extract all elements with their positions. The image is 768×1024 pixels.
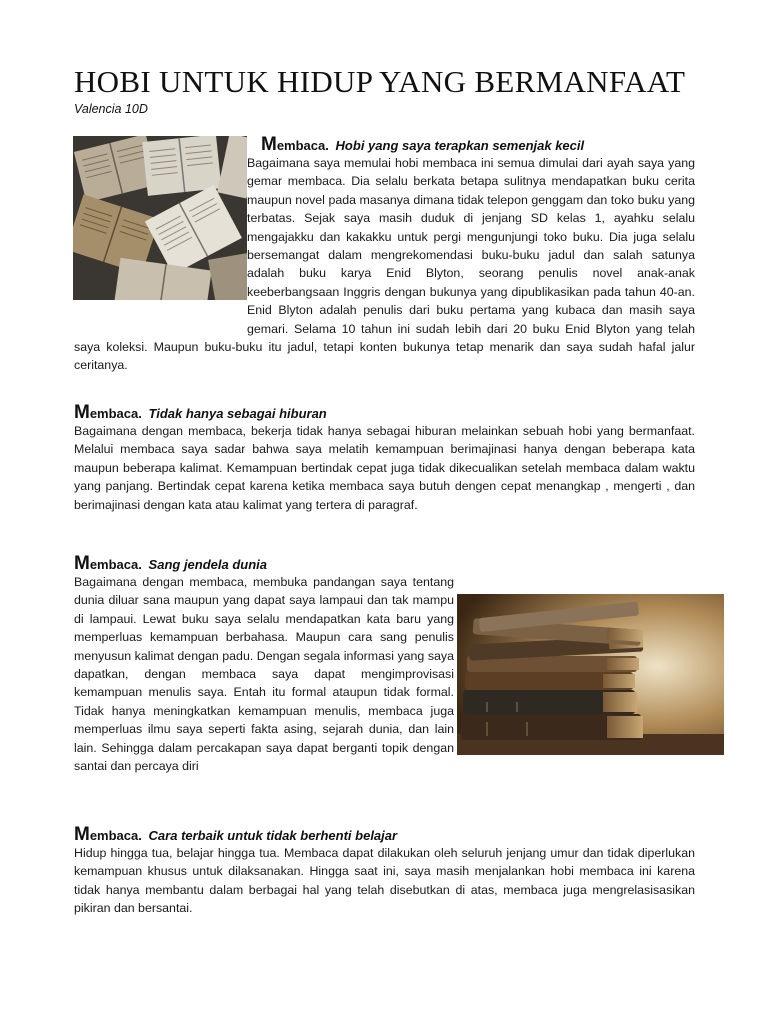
section-body: Bagaimana dengan membaca, membuka pandangan saya tentang dunia diluar sana maupun yang dapat saya lampaui dan tak mampu di lampaui. Lewat buku saya selalu mendapatkan kata baru yang memperluas kemampuan berbahasa. Maupun cara sang penulis menyusun kalimat dengan padu. Dengan segala informasi yang saya dapatkan, dengan membaca saya dapat mengimprovisasi kemampuan menulis saya. Entah itu formal ataupun tidak formal. Tidak hanya meningkatkan kemampuan menulis, membaca juga memperluas ilmu saya seperti fakta asing, sejarah dunia, dan lain lain. Sehingga dalam percakapan saya dapat berganti topik dengan santai dan percaya diri — [74, 575, 454, 774]
author-line: Valencia 10D — [74, 102, 148, 116]
section-heading: Membaca. Tidak hanya sebagai hiburan — [74, 402, 327, 423]
section-heading: Membaca. Sang jendela dunia — [74, 553, 268, 574]
open-books-illustration — [73, 136, 247, 300]
old-books-stack-photo — [457, 594, 724, 755]
section-tidak-hanya-hiburan — [74, 400, 695, 514]
open-books-photo — [73, 136, 247, 300]
section-body: Hidup hingga tua, belajar hingga tua. Membaca dapat dilakukan oleh seluruh jenjang umur dan tidak diperlukan kemampuan khusus untuk dilaksanakan. Hingga saat ini, saya masih menjalankan hobi membaca ini karena tidak hanya membantu dalam berbagai hal yang telah disebutkan di atas, membaca juga mengrelasisasikan pikiran dan bersantai. — [74, 846, 695, 916]
document-title: HOBI UNTUK HIDUP YANG BERMANFAAT — [74, 64, 686, 99]
old-books-illustration — [457, 594, 724, 755]
section-heading: Membaca. Cara terbaik untuk tidak berhenti belajar — [74, 824, 398, 845]
section-heading: Membaca. Hobi yang saya terapkan semenjak kecil — [261, 134, 585, 155]
section-body: Bagaimana saya memulai hobi membaca ini semua dimulai dari ayah saya yang gemar membaca. Dia selalu berkata betapa sulitnya mendapatkan buku cerita maupun novel pada masanya dimana tidak telepon genggam dan toko buku yang terbatas. Sejak saya masih duduk di jenjang SD kelas 1, ayahku selalu mengajakku dan kakakku untuk pergi mengunjungi toko buku. Dia juga selalu bersemangat dalam mengrekomendasi buku-buku jadul dan salah satunya adalah buku karya Enid Blyton, seorang penulis novel anak-anak keeberbangsaan Inggris dengan bukunya yang dipublikasikan pada tahun 40-an. Enid Blyton adalah penulis dari buku pertama yang kubaca dan masih saya gemari. Selama 10 tahun ini sudah lebih dari 20 buku Enid Blyton yang telah saya koleksi. Maupun buku-buku itu jadul, tetapi konten bukunya tetap menarik dan saya sudah hafal jalur ceritanya. — [74, 156, 695, 373]
section-body: Bagaimana dengan membaca, bekerja tidak hanya sebagai hiburan melainkan sebuah hobi yang bermanfaat. Melalui membaca saya sadar bahwa saya melatih kemampuan berimajinasi hanya dengan beberapa kata maupun beberapa kalimat. Kemampuan bertindak cepat juga tidak dikecualikan setelah membaca dalam waktu yang panjang. Bertindak cepat karena ketika membaca saya butuh dengen cepat menangkap , mengerti , dan berimajinasi dengan kata atau kalimat yang tertera di paragraf. — [74, 424, 695, 512]
section-tidak-berhenti-belajar — [74, 822, 695, 918]
section-jendela-dunia — [74, 551, 454, 775]
